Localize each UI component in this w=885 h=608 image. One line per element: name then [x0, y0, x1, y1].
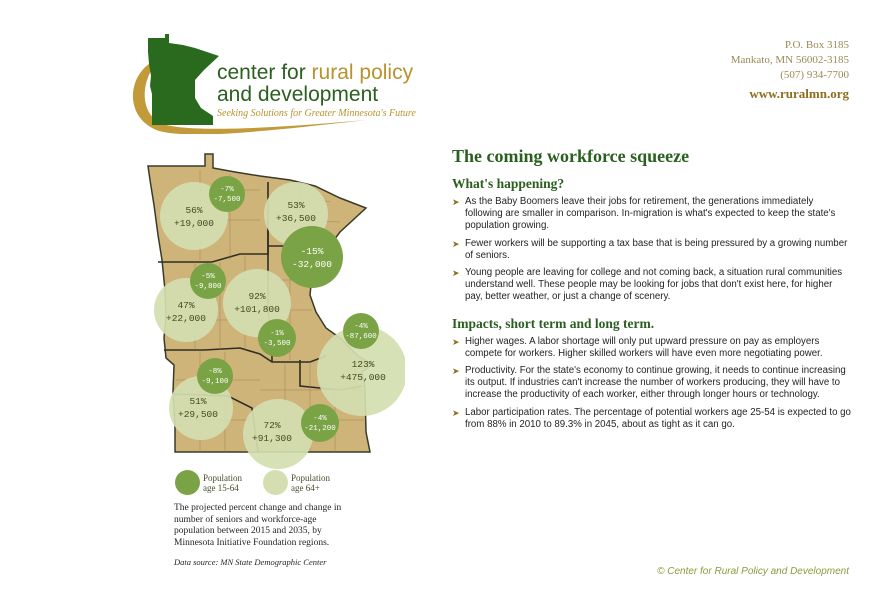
contact-phone: (507) 934-7700	[780, 69, 849, 81]
legend-label-seniors	[291, 473, 351, 493]
seniors-pct-west: 47%	[177, 300, 195, 311]
list-item	[452, 365, 852, 402]
legend-seniors-line2: age 64+	[291, 482, 320, 493]
contact-website-link[interactable]: www.ruralmn.org	[749, 86, 849, 101]
bullet-text: Labor participation rates. The percentage of potential workers age 25-54 is expected to go from 88% in 2010 to 89.3% in 2045, about as tight as it can go.	[465, 406, 851, 430]
workers-num-se: -21,200	[304, 425, 336, 433]
article-title: The coming workforce squeeze	[452, 146, 690, 166]
seniors-pct-sw: 51%	[189, 396, 207, 407]
legend-item-seniors	[263, 470, 351, 495]
workers-pct-west: -5%	[201, 273, 215, 281]
logo-minnesota-shape	[148, 34, 219, 125]
arrow-icon: ➤	[452, 238, 460, 249]
arrow-icon: ➤	[452, 197, 460, 207]
arrow-icon: ➤	[452, 268, 460, 279]
minnesota-region-map	[140, 150, 405, 470]
workers-num-ne: -32,000	[292, 259, 332, 270]
workers-bubble-ne	[281, 226, 343, 288]
list-item	[452, 267, 852, 304]
workers-num-nw: -7,500	[213, 196, 241, 204]
section2-heading: Impacts, short term and long term.	[452, 315, 655, 331]
workers-num-sw: -9,100	[201, 378, 229, 386]
workers-bubble-se	[301, 404, 339, 442]
workers-bubble-metro	[343, 313, 379, 349]
workers-bubble-central	[258, 319, 296, 357]
seniors-pct-metro: 123%	[351, 359, 375, 370]
legend-item-workers	[175, 470, 263, 495]
bullet-text: Higher wages. A labor shortage will only put upward pressure on pay as employers compete for workers. Higher skilled workers will have even more negotiating power.	[465, 335, 823, 359]
workers-pct-central: -1%	[270, 330, 284, 338]
workers-pct-se: -4%	[313, 415, 327, 423]
workers-bubble-sw	[197, 358, 233, 394]
bullet-text: Productivity. For the state's economy to continue growing, it needs to continue increasing its output. If industries can't increase the number of workers producing, they will have to increase the productivity of each worker, either through longer hours or technology.	[465, 365, 846, 401]
workers-pct-ne: -15%	[300, 246, 324, 257]
logo-wordmark	[217, 62, 413, 106]
contact-city: Mankato, MN 56002-3185	[730, 54, 849, 66]
legend-dot-workers	[175, 470, 200, 495]
seniors-pct-central: 92%	[248, 291, 266, 302]
map-legend	[175, 470, 375, 500]
logo-name-part2: rural policy	[311, 61, 414, 84]
legend-workers-line1: Population	[203, 472, 243, 483]
workers-num-central: -3,500	[263, 340, 291, 348]
bullet-text: Young people are leaving for college and not coming back, a situation rural communities understand well. These people may be looking for jobs that don't exist here, for higher pay, better weather, or just a change of scenery.	[465, 267, 843, 303]
seniors-num-nw: +19,000	[174, 218, 214, 229]
copyright-notice: © Center for Rural Policy and Development	[657, 566, 849, 577]
legend-dot-seniors	[263, 470, 288, 495]
workers-num-west: -9,800	[194, 283, 222, 291]
seniors-num-west: +22,000	[166, 313, 206, 324]
arrow-icon: ➤	[452, 366, 460, 377]
section1-heading: What's happening?	[452, 176, 565, 191]
seniors-pct-se: 72%	[263, 420, 281, 431]
bullet-text: Fewer workers will be supporting a tax base that is being pressured by a growing number of seniors.	[465, 237, 848, 261]
contact-block	[731, 38, 849, 101]
data-source: Data source: MN State Demographic Center	[174, 557, 327, 567]
article	[452, 146, 852, 436]
workers-pct-sw: -8%	[208, 368, 222, 376]
section1-list	[452, 196, 852, 304]
list-item	[452, 407, 852, 431]
contact-po-box: P.O. Box 3185	[784, 39, 849, 51]
seniors-pct-nw: 56%	[185, 205, 203, 216]
legend-seniors-line1: Population	[291, 472, 331, 483]
workers-bubble-nw	[209, 176, 245, 212]
workers-bubble-west	[190, 263, 226, 299]
seniors-num-central: +101,800	[234, 304, 280, 315]
list-item	[452, 336, 852, 360]
seniors-num-sw: +29,500	[178, 409, 218, 420]
workers-pct-metro: -4%	[354, 323, 368, 331]
workers-pct-nw: -7%	[220, 186, 234, 194]
seniors-num-ne: +36,500	[276, 213, 316, 224]
seniors-num-metro: +475,000	[340, 372, 386, 383]
logo-tagline: Seeking Solutions for Greater Minnesota's Future	[217, 108, 416, 119]
seniors-num-se: +91,300	[252, 433, 292, 444]
seniors-pct-ne: 53%	[287, 200, 305, 211]
workers-num-metro: -87,600	[345, 333, 377, 341]
list-item	[452, 196, 852, 233]
legend-label-workers	[203, 473, 263, 493]
arrow-icon: ➤	[452, 336, 460, 347]
section2-list	[452, 336, 852, 431]
bullet-text: As the Baby Boomers leave their jobs for retirement, the generations immediately following are smaller in comparison. In-migration is what's expected to keep the state's population growing.	[465, 196, 836, 232]
logo-name-part3: and development	[217, 83, 379, 106]
list-item	[452, 238, 852, 262]
map-caption: The projected percent change and change in number of seniors and workforce-age population between 2015 and 2035, by Minnesota Initiative Foundation regions.	[174, 503, 342, 548]
logo-name-part1: center for	[217, 61, 312, 84]
arrow-icon: ➤	[452, 407, 460, 418]
legend-workers-line2: age 15-64	[203, 482, 239, 493]
